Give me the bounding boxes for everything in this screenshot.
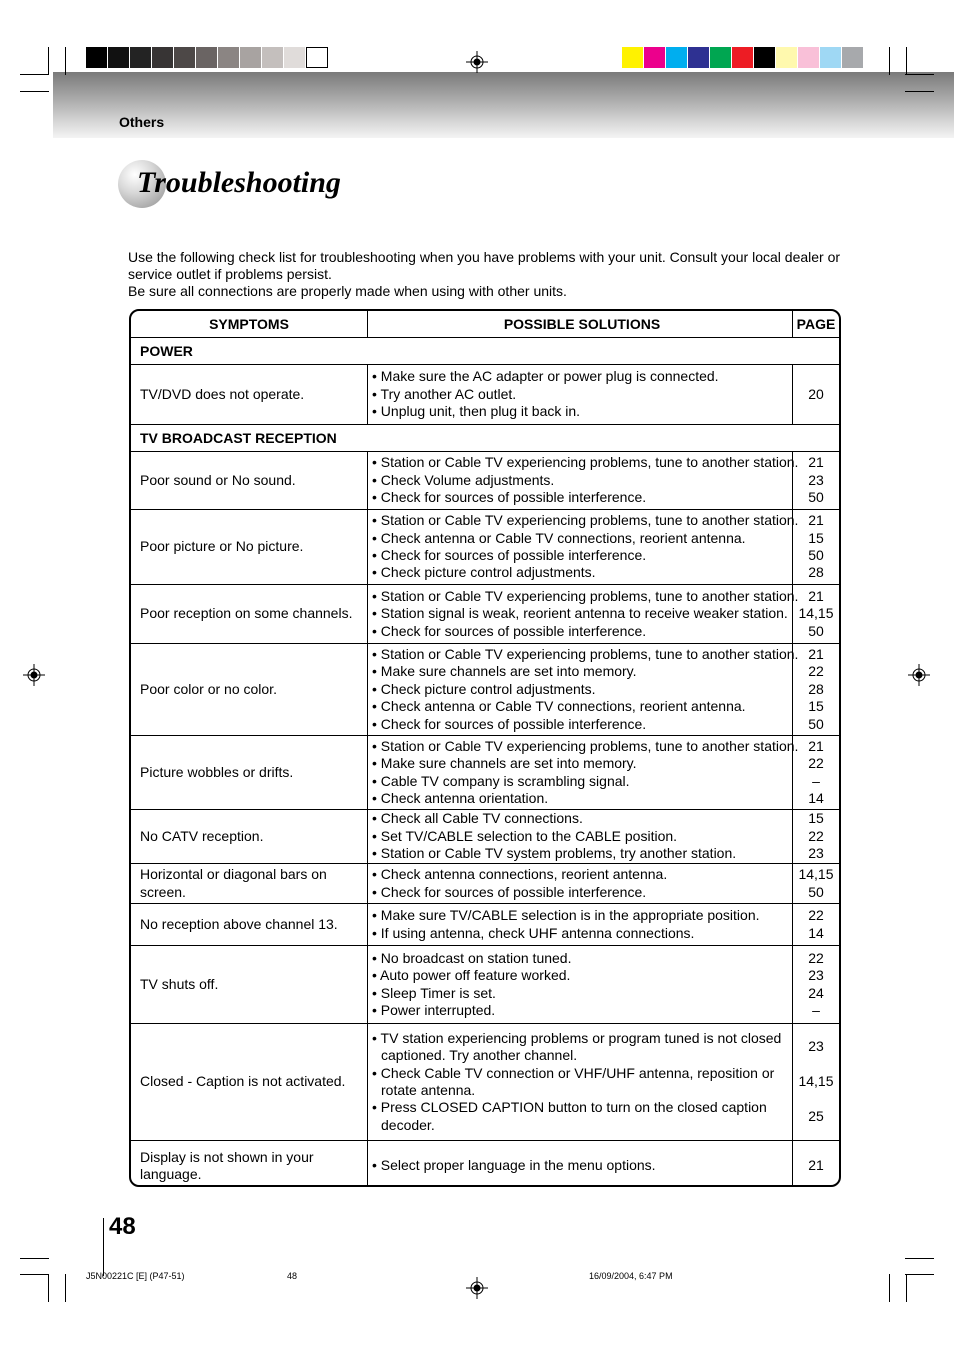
- page-ref: 15: [808, 529, 824, 546]
- solutions-cell: [368, 510, 799, 584]
- page-cell: [793, 510, 839, 584]
- table-row: [131, 644, 839, 736]
- page-ref: 21: [808, 1157, 824, 1174]
- solution-item: • Make sure TV/CABLE selection is in the appropriate position.: [372, 907, 760, 924]
- table-row: [131, 864, 839, 904]
- solution-item: • Check antenna or Cable TV connections, reorient antenna.: [372, 698, 746, 715]
- crop-mark: [65, 47, 66, 75]
- crop-mark: [905, 74, 934, 75]
- page-number-rule: [103, 1218, 104, 1276]
- color-swatch: [262, 47, 284, 68]
- table-row: [131, 1141, 839, 1187]
- footer-job-code: J5N00221C [E] (P47-51): [86, 1271, 185, 1281]
- color-swatch: [174, 47, 196, 68]
- solutions-cell: [368, 946, 793, 1023]
- solution-item: • Station signal is weak, reorient antenna to receive weaker station.: [372, 605, 788, 622]
- solutions-cell: [368, 904, 793, 945]
- symptom-text: Closed - Caption is not activated.: [140, 1073, 346, 1090]
- color-swatch: [622, 47, 644, 68]
- solution-item: • Check for sources of possible interference.: [372, 622, 647, 639]
- solution-item: • Select proper language in the menu options.: [372, 1157, 656, 1174]
- page-ref: 24: [808, 984, 824, 1001]
- color-swatch: [754, 47, 776, 68]
- page-title: Troubleshooting: [137, 166, 341, 199]
- page-number: 48: [109, 1213, 136, 1240]
- table-row: [131, 904, 839, 946]
- solution-item: • Try another AC outlet.: [372, 385, 517, 402]
- page-ref: 14: [808, 924, 824, 941]
- solutions-cell: [368, 644, 799, 735]
- symptom-text: Display is not shown in your language.: [140, 1148, 314, 1182]
- crop-mark: [20, 1258, 49, 1259]
- table-row: [131, 585, 839, 644]
- registration-mark-icon: [466, 51, 488, 73]
- page-ref: 14,15: [798, 605, 834, 622]
- page-ref: 28: [808, 564, 824, 581]
- page-ref: 14,15: [798, 866, 834, 883]
- crop-mark: [20, 1274, 49, 1275]
- symptom-cell: [131, 904, 368, 945]
- solution-item: • Check Cable TV connection or VHF/UHF antenna, reposition or rotate antenna.: [372, 1064, 775, 1098]
- page-ref: 14,15: [798, 1073, 834, 1090]
- crop-mark: [65, 1274, 66, 1302]
- page-ref: 50: [808, 547, 824, 563]
- symptom-cell: [131, 946, 368, 1023]
- color-swatch: [644, 47, 666, 68]
- crop-mark: [889, 47, 890, 75]
- header-solutions: POSSIBLE SOLUTIONS: [368, 311, 793, 337]
- intro-paragraph: Use the following check list for troubleshooting when you have problems with your unit. Consult your local dealer or service outlet if problems persist.: [128, 249, 841, 282]
- symptom-text: Poor reception on some channels.: [140, 605, 353, 622]
- registration-mark-icon: [908, 664, 930, 686]
- symptom-text: Horizontal or diagonal bars on screen.: [140, 866, 327, 900]
- page-ref: 50: [808, 622, 824, 639]
- page-ref: 21: [808, 512, 824, 529]
- color-swatch: [820, 47, 842, 68]
- solution-item: • Station or Cable TV experiencing problems, tune to another station.: [372, 737, 799, 754]
- symptom-text: Picture wobbles or drifts.: [140, 763, 294, 780]
- crop-mark: [20, 74, 49, 75]
- page-cell: [793, 452, 839, 509]
- page-cell: [793, 585, 839, 643]
- color-swatch: [130, 47, 152, 68]
- page-cell: [793, 365, 839, 424]
- symptom-cell: [131, 810, 368, 863]
- category-row: [131, 338, 839, 365]
- crop-mark: [905, 1274, 934, 1275]
- solution-item: • Set TV/CABLE selection to the CABLE position.: [372, 827, 678, 844]
- solutions-cell: [368, 736, 799, 809]
- symptom-cell: [131, 452, 368, 509]
- color-swatch: [710, 47, 732, 68]
- symptom-cell: [131, 736, 368, 809]
- page-cell: [793, 1141, 839, 1187]
- page-ref: –: [812, 1001, 820, 1018]
- solutions-cell: [368, 365, 793, 424]
- solution-item: • Make sure the AC adapter or power plug is connected.: [372, 368, 719, 385]
- solution-item: • Unplug unit, then plug it back in.: [372, 403, 581, 420]
- page-ref: 21: [808, 737, 824, 754]
- solution-item: • Cable TV company is scrambling signal.: [372, 772, 630, 789]
- symptom-cell: [131, 864, 368, 903]
- symptom-text: No CATV reception.: [140, 827, 264, 844]
- table-row: [131, 946, 839, 1024]
- solutions-cell: [368, 810, 793, 863]
- solution-item: • Make sure channels are set into memory.: [372, 755, 637, 772]
- color-swatch: [108, 47, 130, 68]
- solution-item: • Check for sources of possible interference.: [372, 883, 647, 900]
- page-ref: 21: [808, 645, 824, 662]
- color-swatch: [798, 47, 820, 68]
- table-row: [131, 452, 839, 510]
- symptom-text: TV shuts off.: [140, 975, 219, 992]
- page-ref: 22: [808, 755, 824, 772]
- color-swatch: [196, 47, 218, 68]
- solution-item: • Check antenna or Cable TV connections, reorient antenna.: [372, 529, 746, 546]
- process-color-bar: [622, 47, 864, 68]
- page-cell: [793, 736, 839, 809]
- grayscale-color-bar: [86, 47, 328, 68]
- solution-item: • Check for sources of possible interference.: [372, 715, 647, 732]
- solution-item: • Press CLOSED CAPTION button to turn on the closed caption decoder.: [372, 1099, 767, 1133]
- page-ref: 50: [808, 489, 824, 506]
- category-tv: TV BROADCAST RECEPTION: [140, 430, 337, 446]
- page-ref: 50: [808, 715, 824, 732]
- symptom-cell: [131, 510, 368, 584]
- footer-page: 48: [287, 1271, 298, 1281]
- page-ref: 20: [808, 385, 824, 402]
- solutions-cell: [368, 864, 793, 903]
- troubleshooting-table: [129, 309, 841, 1187]
- solution-item: • Station or Cable TV system problems, try another station.: [372, 845, 737, 862]
- table-row: [131, 365, 839, 425]
- symptom-cell: [131, 365, 368, 424]
- page-cell: [793, 644, 839, 735]
- color-swatch: [666, 47, 688, 68]
- page-ref: –: [812, 772, 820, 789]
- solution-item: • If using antenna, check UHF antenna connections.: [372, 924, 695, 941]
- page-ref: [814, 1056, 818, 1073]
- page-cell: [793, 864, 839, 903]
- page-ref: 50: [808, 883, 824, 900]
- section-label: Others: [119, 114, 165, 130]
- header-band: [53, 72, 954, 138]
- solution-item: • Station or Cable TV experiencing problems, tune to another station.: [372, 645, 799, 662]
- page-ref: 23: [808, 471, 824, 488]
- crop-mark: [905, 1258, 934, 1259]
- solution-item: • Check for sources of possible interference.: [372, 489, 647, 506]
- page-ref: 25: [808, 1108, 824, 1125]
- solutions-cell: [368, 452, 799, 509]
- intro-paragraph: Be sure all connections are properly made when using with other units.: [128, 283, 567, 299]
- page-ref: 22: [808, 827, 824, 844]
- color-swatch: [86, 47, 108, 68]
- color-swatch: [240, 47, 262, 68]
- crop-mark: [48, 47, 49, 75]
- solution-item: • Check antenna orientation.: [372, 789, 549, 806]
- page-ref: 22: [808, 907, 824, 924]
- crop-mark: [889, 1274, 890, 1302]
- solution-item: • Check picture control adjustments.: [372, 564, 596, 581]
- page-cell: [793, 904, 839, 945]
- solution-item: • TV station experiencing problems or program tuned is not closed captioned. Try another channel.: [372, 1029, 782, 1064]
- solution-item: • Check antenna connections, reorient antenna.: [372, 866, 668, 883]
- symptom-text: Poor color or no color.: [140, 680, 277, 697]
- footer-timestamp: 16/09/2004, 6:47 PM: [589, 1271, 673, 1281]
- symptom-text: Poor sound or No sound.: [140, 471, 296, 488]
- registration-mark-icon: [23, 664, 45, 686]
- crop-mark: [905, 91, 934, 92]
- page-ref: 23: [808, 967, 824, 984]
- page-ref: [814, 1091, 818, 1108]
- color-swatch: [776, 47, 798, 68]
- category-power: POWER: [140, 343, 193, 359]
- color-swatch: [688, 47, 710, 68]
- color-swatch: [284, 47, 306, 68]
- page-ref: 15: [808, 810, 824, 827]
- page-ref: 22: [808, 949, 824, 966]
- solutions-cell: [368, 1024, 793, 1140]
- page-ref: 23: [808, 1038, 824, 1055]
- symptom-cell: [131, 585, 368, 643]
- header-symptoms: SYMPTOMS: [131, 311, 368, 337]
- solution-item: • Check all Cable TV connections.: [372, 810, 583, 827]
- page-ref: 22: [808, 663, 824, 680]
- table-row: [131, 1024, 839, 1141]
- solution-item: • No broadcast on station tuned.: [372, 949, 572, 966]
- solution-item: • Make sure channels are set into memory.: [372, 663, 637, 680]
- table-row: [131, 510, 839, 585]
- registration-mark-icon: [466, 1277, 488, 1299]
- crop-mark: [20, 91, 49, 92]
- color-swatch: [152, 47, 174, 68]
- table-row: [131, 810, 839, 864]
- page-ref: 21: [808, 454, 824, 471]
- symptom-text: TV/DVD does not operate.: [140, 385, 305, 402]
- page-cell: [793, 946, 839, 1023]
- solutions-cell: [368, 585, 799, 643]
- solution-item: • Sleep Timer is set.: [372, 984, 496, 1001]
- page-cell: [793, 810, 839, 863]
- solution-item: • Auto power off feature worked.: [372, 967, 571, 984]
- symptom-text: No reception above channel 13.: [140, 915, 338, 932]
- solutions-cell: [368, 1141, 793, 1187]
- crop-mark: [906, 1274, 907, 1302]
- solution-item: • Power interrupted.: [372, 1001, 496, 1018]
- solution-item: • Station or Cable TV experiencing problems, tune to another station.: [372, 454, 799, 471]
- color-swatch: [842, 47, 864, 68]
- page-ref: 23: [808, 845, 824, 862]
- solution-item: • Station or Cable TV experiencing problems, tune to another station.: [372, 512, 799, 529]
- color-swatch: [732, 47, 754, 68]
- solution-item: • Check Volume adjustments.: [372, 471, 555, 488]
- crop-mark: [48, 1274, 49, 1302]
- page-ref: 21: [808, 587, 824, 604]
- solution-item: • Station or Cable TV experiencing problems, tune to another station.: [372, 587, 799, 604]
- table-row: [131, 736, 839, 810]
- category-row: [131, 425, 839, 452]
- symptom-cell: [131, 644, 368, 735]
- symptom-cell: [131, 1141, 368, 1187]
- symptom-text: Poor picture or No picture.: [140, 538, 304, 555]
- symptom-cell: [131, 1024, 368, 1140]
- page-ref: 14: [808, 789, 824, 806]
- crop-mark: [906, 47, 907, 75]
- color-swatch: [306, 47, 328, 68]
- page-ref: 15: [808, 698, 824, 715]
- intro-text: [128, 249, 858, 300]
- page-ref: 28: [808, 680, 824, 697]
- page-cell: [793, 1024, 839, 1140]
- table-header-row: [131, 311, 839, 338]
- color-swatch: [218, 47, 240, 68]
- solution-item: • Check for sources of possible interference.: [372, 547, 647, 563]
- solution-item: • Check picture control adjustments.: [372, 680, 596, 697]
- header-page: PAGE: [796, 316, 836, 332]
